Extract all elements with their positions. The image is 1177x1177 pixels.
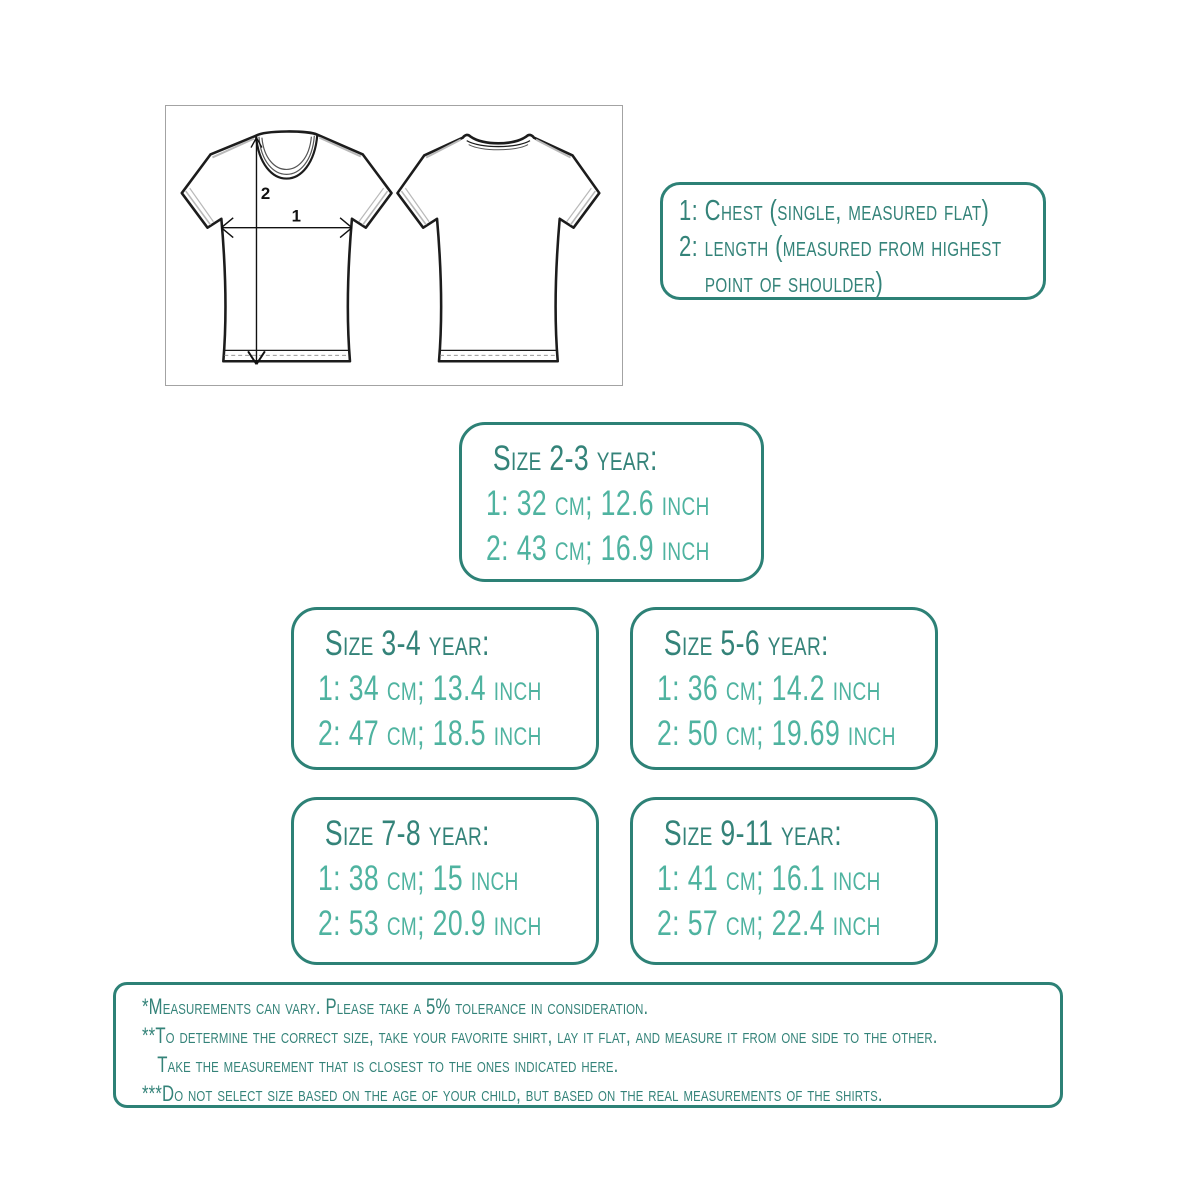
- legend-line-length: 2: length (measured from highest: [679, 231, 1002, 263]
- size-length: 2: 47 cm; 18.5 inch: [318, 714, 542, 753]
- size-length: 2: 50 cm; 19.69 inch: [657, 714, 896, 753]
- size-title: Size 5-6 year:: [663, 624, 829, 663]
- size-box-2-3-year: [459, 422, 764, 582]
- tshirt-back: [397, 135, 599, 361]
- legend-line-chest: 1: Chest (single, measured flat): [679, 195, 990, 227]
- tshirt-diagram-panel: [165, 105, 623, 386]
- size-chest: 1: 36 cm; 14.2 inch: [657, 669, 881, 708]
- size-title: Size 7-8 year:: [324, 814, 490, 853]
- chest-label: 1: [291, 206, 301, 226]
- size-box-5-6-year: [630, 607, 938, 770]
- tshirt-diagram: [166, 106, 621, 384]
- size-chest: 1: 34 cm; 13.4 inch: [318, 669, 542, 708]
- size-length: 2: 53 cm; 20.9 inch: [318, 904, 542, 943]
- note-tolerance: *Measurements can vary. Please take a 5% tolerance in consideration.: [142, 994, 649, 1019]
- legend-line-length-cont: point of shoulder): [704, 267, 884, 299]
- size-length: 2: 43 cm; 16.9 inch: [486, 529, 710, 568]
- size-box-9-11-year: [630, 797, 938, 965]
- note-howto-measure-cont: Take the measurement that is closest to the ones indicated here.: [157, 1052, 619, 1077]
- size-length: 2: 57 cm; 22.4 inch: [657, 904, 881, 943]
- size-box-7-8-year: [291, 797, 599, 965]
- size-title: Size 9-11 year:: [663, 814, 843, 853]
- note-howto-measure: **To determine the correct size, take your favorite shirt, lay it flat, and measure it from one side to the other.: [142, 1023, 938, 1048]
- size-title: Size 2-3 year:: [492, 439, 658, 478]
- size-box-3-4-year: [291, 607, 599, 770]
- note-age-warning: ***Do not select size based on the age of your child, but based on the real measurements of the shirts.: [142, 1081, 883, 1106]
- size-chest: 1: 41 cm; 16.1 inch: [657, 859, 881, 898]
- length-label: 2: [260, 183, 271, 203]
- tshirt-front: [182, 131, 392, 361]
- notes-box: [113, 982, 1063, 1108]
- size-chest: 1: 32 cm; 12.6 inch: [486, 484, 710, 523]
- size-title: Size 3-4 year:: [324, 624, 490, 663]
- size-chest: 1: 38 cm; 15 inch: [318, 859, 519, 898]
- measurement-legend-box: [660, 182, 1046, 300]
